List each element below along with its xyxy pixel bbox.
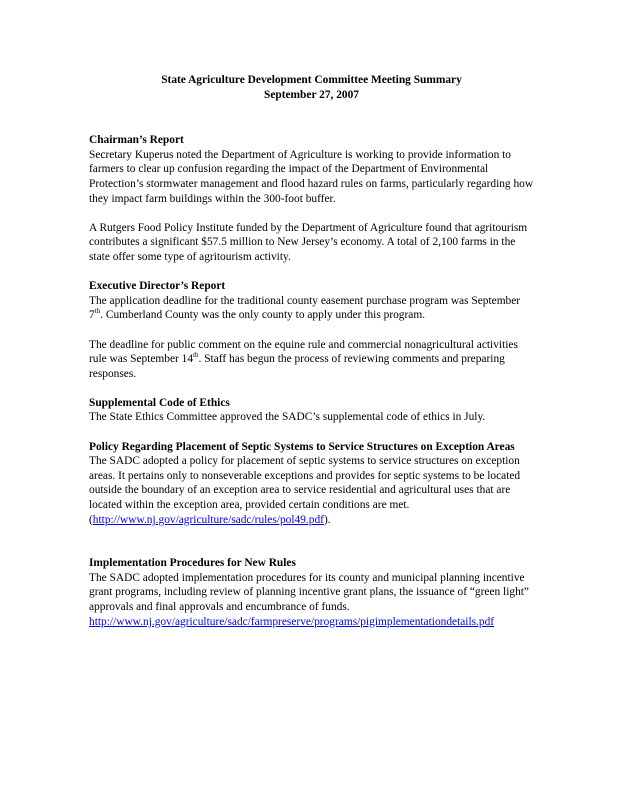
septic-heading: Policy Regarding Placement of Septic Systems to Service Structures on Exception Areas bbox=[89, 440, 515, 453]
chairman-paragraph-1: Secretary Kuperus noted the Department of Agriculture is working to provide information to farmers to clear up confusion regarding the impact of the Department of Environmental Protection’s stormwater management and flood hazard rules on farms, particularly regarding how they impact farm buildings within the 300-foot buffer. bbox=[89, 148, 534, 205]
septic-section bbox=[89, 440, 534, 528]
ethics-section bbox=[89, 396, 534, 425]
implementation-details-link[interactable]: http://www.nj.gov/agriculture/sadc/farmpreserve/programs/pigimplementationdetails.pdf bbox=[89, 615, 495, 628]
chairman-section bbox=[89, 133, 534, 264]
septic-paragraph: The SADC adopted a policy for placement of septic systems to service structures on exception areas. It pertains only to nonseverable exceptions and provides for septic systems to be located outside the boundary of an exception area to service residential and agricultural uses that are located within the exception area, provided certain conditions are met. (http://www.nj.gov/agriculture/sadc/rules/pol49.pdf). bbox=[89, 455, 521, 526]
executive-paragraph-2: The deadline for public comment on the equine rule and commercial nonagricultural activities rule was September 14th. Staff has begun the process of reviewing comments and preparing responses. bbox=[89, 338, 518, 380]
implementation-section bbox=[89, 556, 534, 629]
implementation-paragraph: The SADC adopted implementation procedures for its county and municipal planning incentive grant programs, including review of planning incentive grant plans, the issuance of “green light” approvals and final approvals and encumbrance of funds. bbox=[89, 571, 529, 613]
document-title: State Agriculture Development Committee Meeting Summary bbox=[161, 74, 462, 86]
implementation-heading: Implementation Procedures for New Rules bbox=[89, 557, 296, 570]
septic-policy-link[interactable]: http://www.nj.gov/agriculture/sadc/rules/pol49.pdf bbox=[92, 513, 324, 526]
document-page bbox=[89, 73, 534, 629]
executive-paragraph-1: The application deadline for the traditional county easement purchase program was September 7th. Cumberland County was the only county to apply under this program. bbox=[89, 294, 521, 322]
executive-heading: Executive Director’s Report bbox=[89, 280, 226, 293]
ethics-heading: Supplemental Code of Ethics bbox=[89, 396, 230, 409]
chairman-paragraph-2: A Rutgers Food Policy Institute funded by the Department of Agriculture found that agritourism contributes a significant $57.5 million to New Jersey’s economy. A total of 2,100 farms in the state offer some type of agritourism activity. bbox=[89, 221, 528, 263]
document-date: September 27, 2007 bbox=[263, 88, 360, 101]
document-title-block bbox=[89, 73, 534, 102]
ethics-paragraph: The State Ethics Committee approved the SADC’s supplemental code of ethics in July. bbox=[89, 411, 486, 424]
executive-section bbox=[89, 279, 534, 381]
chairman-heading: Chairman’s Report bbox=[89, 134, 184, 147]
